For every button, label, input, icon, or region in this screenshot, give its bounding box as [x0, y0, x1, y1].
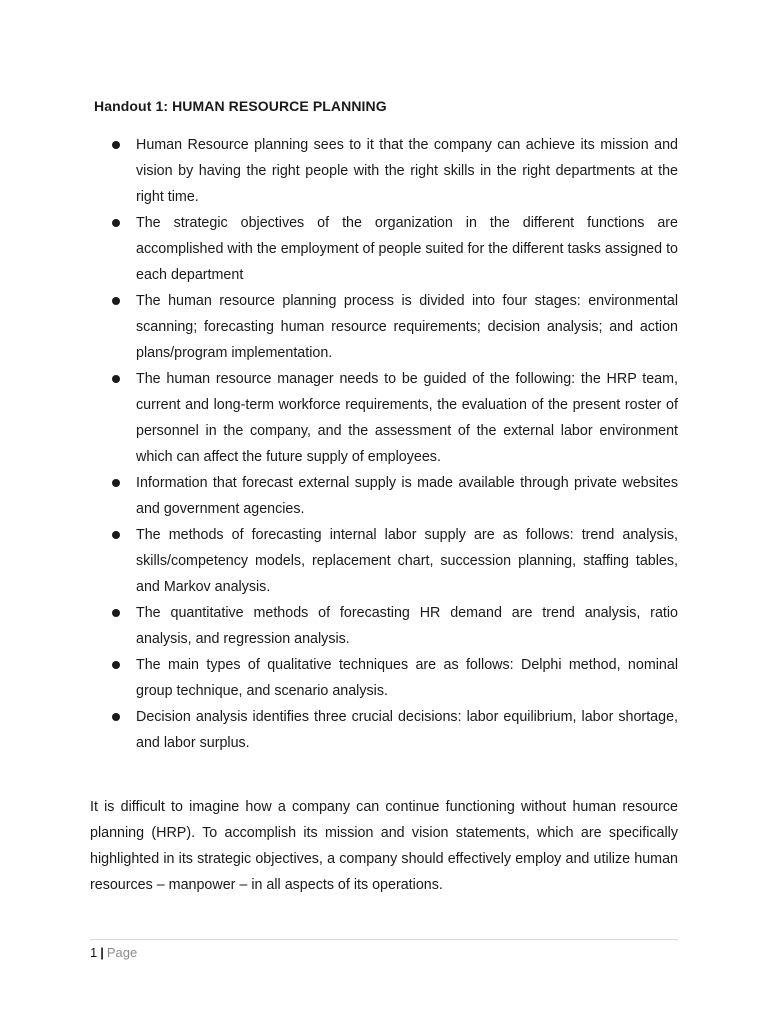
- list-item: [112, 600, 678, 652]
- list-item: [112, 522, 678, 600]
- bullet-icon: [112, 531, 120, 539]
- list-item: [112, 288, 678, 366]
- list-item: [112, 366, 678, 470]
- list-item: [112, 704, 678, 756]
- bullet-text: Information that forecast external supply is made available through private websites and government agencies.: [136, 475, 678, 517]
- bullet-icon: [112, 609, 120, 617]
- bullet-text: The quantitative methods of forecasting HR demand are trend analysis, ratio analysis, and regression analysis.: [136, 605, 678, 647]
- handout-title: Handout 1: HUMAN RESOURCE PLANNING: [94, 98, 387, 114]
- bullet-icon: [112, 375, 120, 383]
- footer-divider: [90, 939, 678, 940]
- bullet-icon: [112, 219, 120, 227]
- bullet-icon: [112, 141, 120, 149]
- list-item: [112, 652, 678, 704]
- bullet-text: The strategic objectives of the organization in the different functions are accomplished with the employment of people suited for the different tasks assigned to each department: [136, 215, 678, 283]
- page-footer: [90, 944, 137, 962]
- bullet-text: The human resource planning process is divided into four stages: environmental scanning; forecasting human resource requirements; decision analysis; and action plans/program implementation.: [136, 293, 678, 361]
- list-item: [112, 132, 678, 210]
- list-item: [112, 470, 678, 522]
- list-item: [112, 210, 678, 288]
- bullet-text: The main types of qualitative techniques are as follows: Delphi method, nominal group technique, and scenario analysis.: [136, 657, 678, 699]
- bullet-text: Human Resource planning sees to it that the company can achieve its mission and vision by having the right people with the right skills in the right departments at the right time.: [136, 137, 678, 205]
- page-label: Page: [106, 945, 138, 960]
- bullet-icon: [112, 479, 120, 487]
- bullet-icon: [112, 297, 120, 305]
- bullet-icon: [112, 713, 120, 721]
- page-separator: |: [100, 945, 104, 960]
- bullet-text: The human resource manager needs to be guided of the following: the HRP team, current and long-term workforce requirements, the evaluation of the present roster of personnel in the company, and the assessment of the external labor environment which can affect the future supply of employees.: [136, 371, 678, 465]
- bullet-list: [112, 132, 678, 756]
- page-number: 1: [90, 945, 98, 960]
- bullet-text: Decision analysis identifies three crucial decisions: labor equilibrium, labor shortage, and labor surplus.: [136, 709, 678, 751]
- bullet-icon: [112, 661, 120, 669]
- summary-paragraph: It is difficult to imagine how a company can continue functioning without human resource planning (HRP). To accomplish its mission and vision statements, which are specifically highlighted in its strategic objectives, a company should effectively employ and utilize human resources – manpower – in all aspects of its operations.: [90, 799, 678, 893]
- bullet-text: The methods of forecasting internal labor supply are as follows: trend analysis, skills/competency models, replacement chart, succession planning, staffing tables, and Markov analysis.: [136, 527, 678, 595]
